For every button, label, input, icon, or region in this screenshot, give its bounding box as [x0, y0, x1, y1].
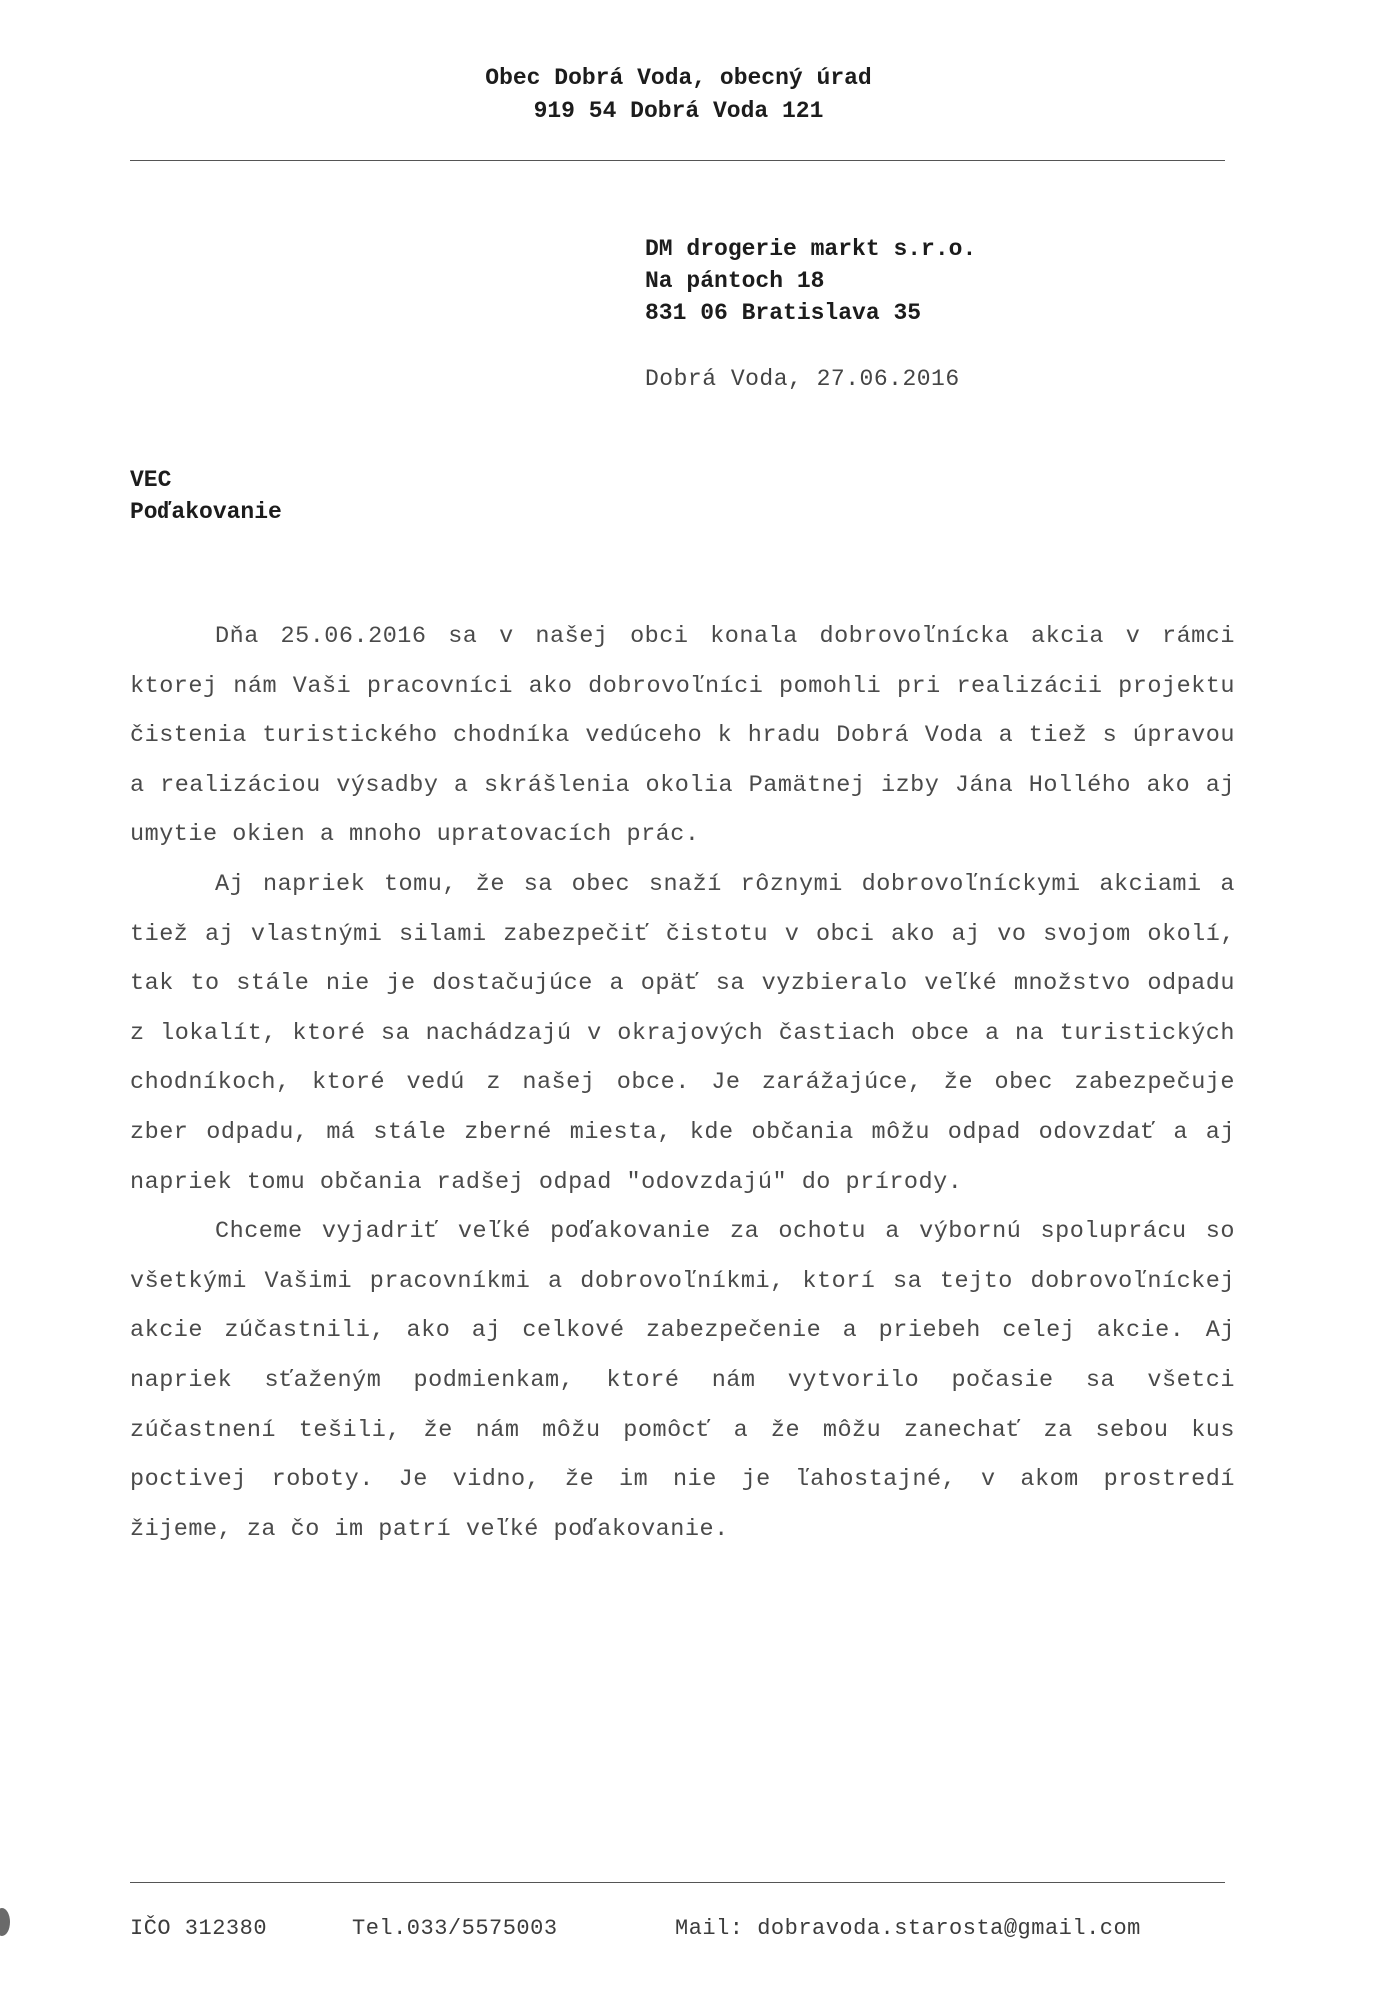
letterhead-municipality: Obec Dobrá Voda, obecný úrad [485, 65, 872, 91]
footer-divider [130, 1882, 1225, 1883]
footer-ico: IČO 312380 [130, 1916, 268, 1941]
footer-phone: Tel.033/5575003 [352, 1916, 558, 1941]
letterhead-address: 919 54 Dobrá Voda 121 [533, 98, 824, 124]
subject-title: Poďakovanie [130, 499, 282, 525]
recipient-city: 831 06 Bratislava 35 [645, 300, 922, 326]
body-paragraph: Aj napriek tomu, že sa obec snaží rôznymi dobrovoľníckymi akciami a tiež aj vlastnými silami zabezpečiť čistotu v obci ako aj vo svojom okolí, tak to stále nie je dostačujúce a opäť sa vyzbieralo veľké množstvo odpadu z lokalít, ktoré sa nachádzajú v okrajových častiach obce a na turistických chodníkoch, ktoré vedú z našej obce. Je zarážajúce, že obec zabezpečuje zber odpadu, má stále zberné miesta, kde občania môžu odpad odovzdať a aj napriek tomu občania radšej odpad "odovzdajú" do prírody. [130, 870, 1235, 1196]
footer-email: Mail: dobravoda.starosta@gmail.com [675, 1916, 1141, 1941]
body-paragraph: Dňa 25.06.2016 sa v našej obci konala dobrovoľnícka akcia v rámci ktorej nám Vaši pracovníci ako dobrovoľníci pomohli pri realizácii projektu čistenia turistického chodníka vedúceho k hradu Dobrá Voda a tiež s úpravou a realizáciou výsadby a skrášlenia okolia Pamätnej izby Jána Hollého ako aj umytie okien a mnoho upratovacích prác. [130, 623, 1235, 849]
letter-date: Dobrá Voda, 27.06.2016 [645, 366, 960, 392]
subject-label: VEC [130, 467, 172, 493]
letterhead [0, 62, 1397, 128]
punch-hole-mark [0, 1908, 10, 1936]
header-divider [130, 160, 1225, 161]
body-paragraph: Chceme vyjadriť veľké poďakovanie za ochotu a výbornú spoluprácu so všetkými Vašimi pracovníkmi a dobrovoľníkmi, ktorí sa tejto dobrovoľníckej akcie zúčastnili, ako aj celkové zabezpečenie a priebeh celej akcie. Aj napriek sťaženým podmienkam, ktoré nám vytvorilo počasie sa všetci zúčastnení tešili, že nám môžu pomôcť a že môžu zanechať za sebou kus poctivej roboty. Je vidno, že im nie je ľahostajné, v akom prostredí žijeme, za čo im patrí veľké poďakovanie. [130, 1218, 1235, 1543]
recipient-street: Na pántoch 18 [645, 268, 825, 294]
letter-body [130, 612, 1235, 1554]
subject-block [130, 464, 282, 528]
recipient-address [645, 233, 976, 329]
recipient-name: DM drogerie markt s.r.o. [645, 236, 977, 262]
